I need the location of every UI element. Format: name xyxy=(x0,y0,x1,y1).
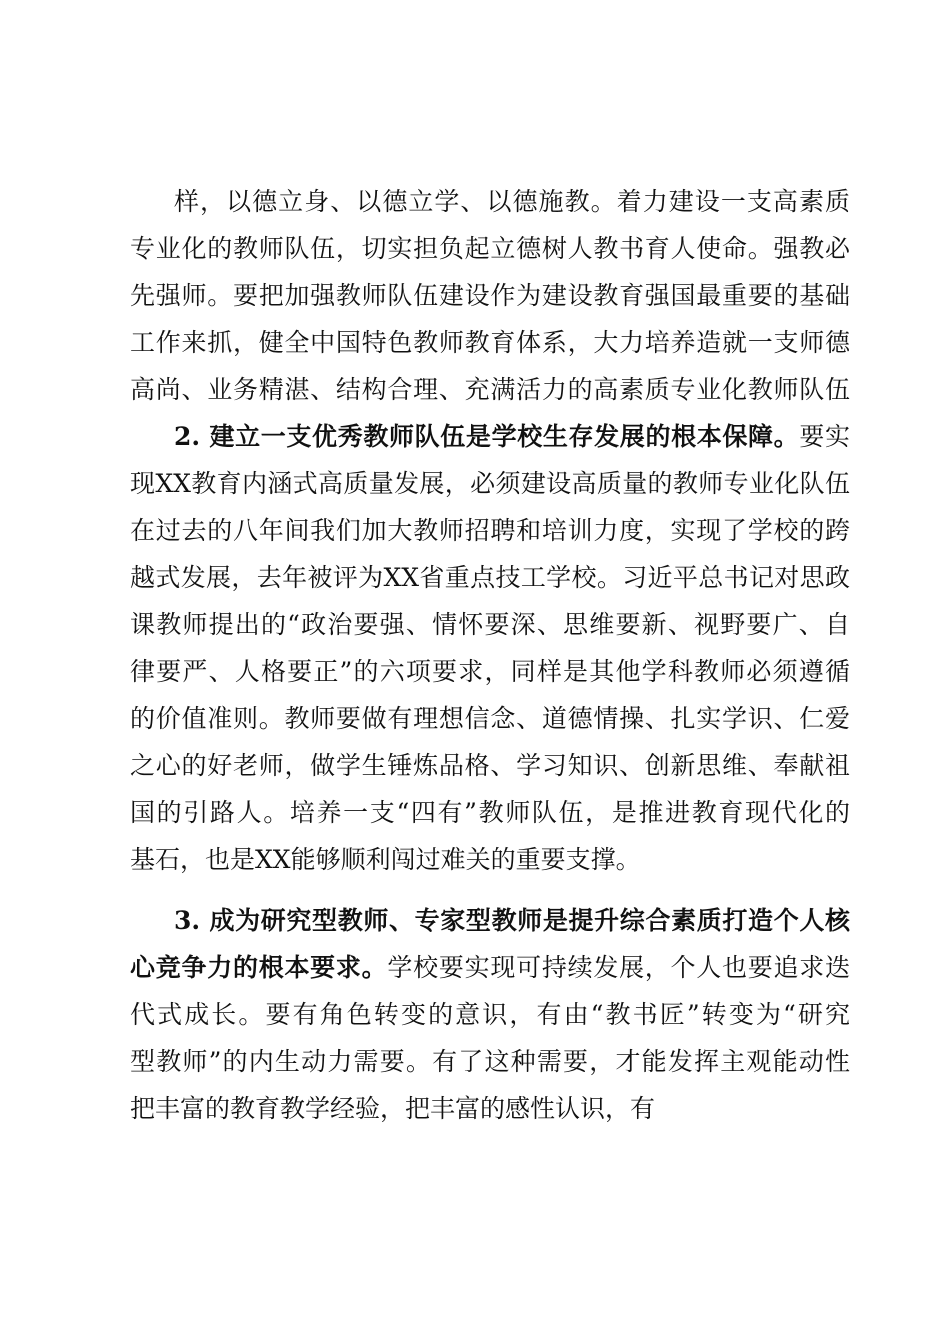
text-line xyxy=(130,897,850,944)
text-run: 型教师”的内生动力需要。有了这种需要，才能发挥主观能动性 xyxy=(130,1047,850,1076)
text-line xyxy=(130,319,850,366)
text-run: 高尚、业务精湛、结构合理、充满活力的高素质专业化教师队伍 xyxy=(130,375,850,404)
text-line xyxy=(130,944,850,991)
text-line xyxy=(130,836,850,883)
text-run: 越式发展，去年被评为XX省重点技工学校。习近平总书记对思政 xyxy=(130,563,850,592)
text-run: 把丰富的教育教学经验，把丰富的感性认识，有 xyxy=(130,1094,656,1123)
paragraph-3 xyxy=(130,897,850,1132)
text-run: 工作来抓，健全中国特色教师教育体系，大力培养造就一支师德 xyxy=(130,328,850,357)
text-line xyxy=(130,991,850,1038)
text-line xyxy=(130,460,850,507)
text-line xyxy=(130,1038,850,1085)
text-line xyxy=(130,272,850,319)
text-line xyxy=(130,507,850,554)
text-line xyxy=(130,413,850,460)
text-line xyxy=(130,178,850,225)
text-run: 样，以德立身、以德立学、以德施教。着力建设一支高素质 xyxy=(174,187,850,216)
text-run: 专业化的教师队伍，切实担负起立德树人教书育人使命。强教必 xyxy=(130,234,850,263)
text-run: 之心的好老师，做学生锤炼品格、学习知识、创新思维、奉献祖 xyxy=(130,751,850,780)
text-line xyxy=(130,648,850,695)
text-line xyxy=(130,554,850,601)
text-run: 的价值准则。教师要做有理想信念、道德情操、扎实学识、仁爱 xyxy=(130,704,850,733)
text-run: 律要严、人格要正”的六项要求，同样是其他学科教师必须遵循 xyxy=(130,657,850,686)
text-run: 基石，也是XX能够顺利闯过难关的重要支撑。 xyxy=(130,845,641,874)
text-line xyxy=(130,789,850,836)
text-run: 国的引路人。培养一支“四有”教师队伍，是推进教育现代化的 xyxy=(130,798,850,827)
paragraph-2 xyxy=(130,413,850,883)
text-run: 先强师。要把加强教师队伍建设作为建设教育强国最重要的基础 xyxy=(130,281,850,310)
text-line xyxy=(130,742,850,789)
heading-run: 3. 成为研究型教师、专家型教师是提升综合素质打造个人核 xyxy=(174,906,850,935)
text-run: 在过去的八年间我们加大教师招聘和培训力度，实现了学校的跨 xyxy=(130,516,850,545)
text-line xyxy=(130,366,850,413)
text-run: 代式成长。要有角色转变的意识，有由“教书匠”转变为“研究 xyxy=(130,1000,850,1029)
text-line xyxy=(130,1085,850,1132)
text-line xyxy=(130,695,850,742)
heading-run: 心竞争力的根本要求。 xyxy=(130,953,388,982)
paragraph-gap xyxy=(130,883,850,897)
paragraph-1 xyxy=(130,178,850,413)
text-line xyxy=(130,601,850,648)
heading-run: 2. 建立一支优秀教师队伍是学校生存发展的根本保障。 xyxy=(174,422,800,451)
document-page xyxy=(130,178,850,1132)
text-run: 现XX教育内涵式高质量发展，必须建设高质量的教师专业化队伍 xyxy=(130,469,850,498)
text-run: 学校要实现可持续发展，个人也要追求迭 xyxy=(387,953,850,982)
text-run: 课教师提出的“政治要强、情怀要深、思维要新、视野要广、自 xyxy=(130,610,850,639)
text-run: 要实 xyxy=(799,422,850,451)
text-line xyxy=(130,225,850,272)
